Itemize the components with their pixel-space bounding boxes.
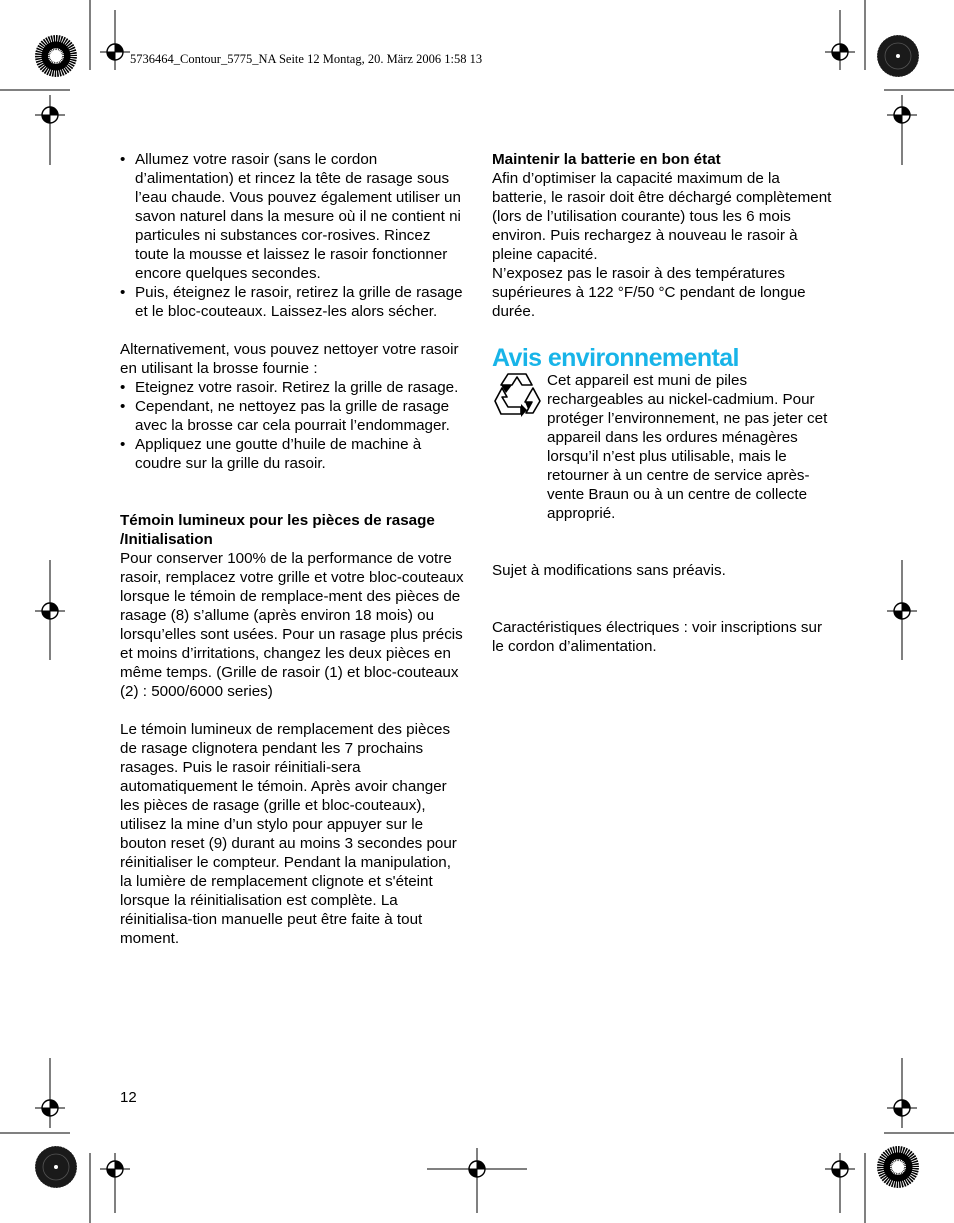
printer-slug: 5736464_Contour_5775_NA Seite 12 Montag, 20. März 2006 1:58 13 [130, 52, 483, 66]
indicator-paragraph-1: Pour conserver 100% de la performance de votre rasoir, remplacez votre grille et votre bloc-couteaux lorsque le témoin de remplace-ment des pièces de rasage (8) s’allume (après environ 18 mois) ou lorsqu’elles sont usées. Pour un rasage plus précis et moins d’irritations, changez les deux pièces en même temps. (Grille de rasoir (1) et bloc-couteaux (2) : 5000/6000 series) [120, 550, 464, 700]
list-item: • Appliquez une goutte d’huile de machine à coudre sur la grille du rasoir. [120, 435, 465, 473]
battery-title: Maintenir la batterie en bon état [492, 151, 721, 168]
left-column [120, 150, 465, 948]
list-item: • Puis, éteignez le rasoir, retirez la grille de rasage et le bloc-couteaux. Laissez-les alors sécher. [120, 283, 465, 321]
indicator-paragraph-2: Le témoin lumineux de remplacement des pièces de rasage clignotera pendant les 7 prochains rasages. Puis le rasoir réinitiali-sera automatiquement le témoin. Après avoir changer les pièces de rasage (grille et bloc-couteaux), utilisez la mine d’un stylo pour appuyer sur le bouton reset (9) durant au moins 3 secondes pour réinitialiser le compteur. Pendant la manipulation, la lumière de remplacement clignote et s'éteint lorsque la réinitialisation est complète. La réinitialisa-tion manuelle peut être faite à tout moment. [120, 721, 457, 947]
battery-paragraph-1: Afin d’optimiser la capacité maximum de la batterie, le rasoir doit être déchargé complètement (lors de l’utilisation courante) tous les 6 mois environ. Puis rechargez à nouveau le rasoir à pleine capacité. [492, 170, 832, 263]
brush-list [120, 378, 465, 473]
env-heading: Avis environnemental [492, 344, 739, 372]
electrical-spec: Caractéristiques électriques : voir inscriptions sur le cordon d’alimentation. [492, 619, 823, 655]
starburst-mark-icon [35, 35, 77, 77]
brush-intro: Alternativement, vous pouvez nettoyer votre rasoir en utilisant la brosse fournie : [120, 341, 459, 377]
starburst-mark-icon [35, 1146, 77, 1188]
env-block [492, 371, 834, 523]
list-item: • Eteignez votre rasoir. Retirez la grille de rasage. [120, 378, 465, 397]
list-item: • Cependant, ne nettoyez pas la grille de rasage avec la brosse car cela pourrait l’endommager. [120, 397, 465, 435]
right-column [492, 150, 834, 656]
list-item: • Allumez votre rasoir (sans le cordon d’alimentation) et rincez la tête de rasage sous l’eau chaude. Vous pouvez également utiliser un savon naturel dans la mesure où il ne contient ni particules ni substances cor-rosives. Rincez toute la mousse et laissez le rasoir fonctionner encore quelques secondes. [120, 150, 465, 283]
recycle-icon [492, 371, 542, 417]
indicator-title: Témoin lumineux pour les pièces de rasage /Initialisation [120, 512, 435, 548]
cleaning-list [120, 150, 465, 321]
battery-paragraph-2: N’exposez pas le rasoir à des températures supérieures à 122 °F/50 °C pendant de longue durée. [492, 265, 806, 320]
starburst-mark-icon [877, 1146, 919, 1188]
notice: Sujet à modifications sans préavis. [492, 562, 726, 579]
page-number: 12 [120, 1089, 137, 1106]
starburst-mark-icon [877, 35, 919, 77]
env-text: Cet appareil est muni de piles rechargeables au nickel-cadmium. Pour protéger l’environnement, ne pas jeter cet appareil dans les ordures ménagères lorsqu’il n’est plus utilisable, mais le retourner à un centre de service après-vente Braun ou à un centre de collecte approprié. [547, 372, 828, 522]
